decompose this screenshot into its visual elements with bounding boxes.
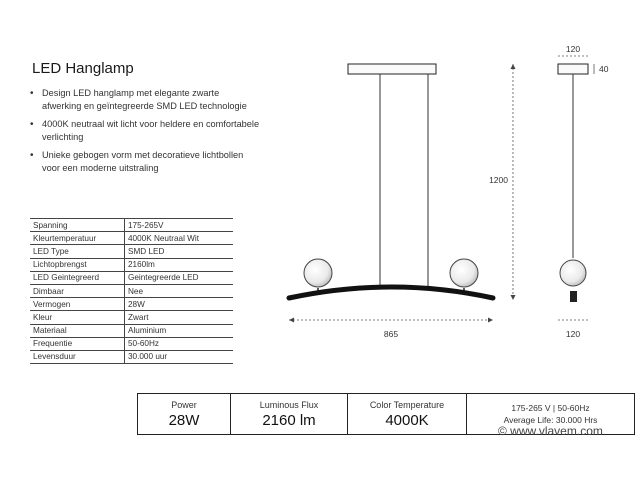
spec-value: Zwart: [125, 311, 234, 324]
feature-item: • Design LED hanglamp met elegante zwarte afwerking en geïntegreerde SMD LED technologie: [30, 87, 260, 113]
side-top-height-label: 40: [599, 64, 609, 74]
spec-key: Vermogen: [30, 298, 125, 311]
arrow-up-icon: [511, 64, 516, 69]
spec-key: Materiaal: [30, 324, 125, 337]
arrow-down-icon: [511, 295, 516, 300]
spec-value: Geintegreerde LED: [125, 271, 234, 284]
spec-key: Frequentie: [30, 337, 125, 350]
spec-key: Lichtopbrengst: [30, 258, 125, 271]
power-cell: [138, 394, 231, 434]
height-label: 1200: [489, 175, 508, 185]
voltage-text: 175-265 V | 50-60Hz: [511, 403, 590, 413]
spec-value: 175-265V: [125, 219, 234, 232]
spec-value: 50-60Hz: [125, 337, 234, 350]
arrow-left-icon: [289, 318, 294, 323]
color-temp-label: Color Temperature: [369, 399, 445, 410]
spec-key: Dimbaar: [30, 284, 125, 297]
spec-key: LED Geintegreerd: [30, 271, 125, 284]
side-bottom-width-label: 120: [565, 329, 581, 339]
spec-value: SMD LED: [125, 245, 234, 258]
arrow-right-icon: [488, 318, 493, 323]
spec-key: Kleurtemperatuur: [30, 232, 125, 245]
spec-value: 2160lm: [125, 258, 234, 271]
front-view: [289, 64, 516, 339]
spec-key: LED Type: [30, 245, 125, 258]
color-temp-cell: [348, 394, 467, 434]
side-top-width-label: 120: [565, 44, 581, 54]
power-label: Power: [171, 399, 197, 410]
light-globe: [560, 260, 586, 286]
feature-item: • 4000K neutraal wit licht voor heldere en comfortabele verlichting: [30, 118, 260, 144]
light-globe: [304, 259, 332, 287]
spec-key: Kleur: [30, 311, 125, 324]
spec-value: 30.000 uur: [125, 350, 234, 363]
feature-item: • Unieke gebogen vorm met decoratieve lichtbollen voor een moderne uitstraling: [30, 149, 260, 175]
spec-value: 4000K Neutraal Wit: [125, 232, 234, 245]
spec-value: 28W: [125, 298, 234, 311]
light-globe: [450, 259, 478, 287]
color-temp-value: 4000K: [385, 411, 429, 429]
flux-label: Luminous Flux: [259, 399, 319, 410]
watermark: © www.vlavem.com: [498, 424, 603, 438]
front-width-label: 865: [383, 329, 399, 339]
flux-value: 2160 lm: [262, 411, 316, 429]
power-value: 28W: [168, 411, 200, 429]
lifetime-text: Average Life: 30.000 Hrs: [503, 415, 598, 425]
curved-lamp-bar: [289, 287, 493, 298]
ceiling-canopy: [558, 64, 588, 74]
spec-key: Spanning: [30, 219, 125, 232]
side-view: [558, 44, 609, 339]
product-title: LED Hanglamp: [32, 60, 134, 77]
spec-value: Nee: [125, 284, 234, 297]
spec-key: Levensduur: [30, 350, 125, 363]
lamp-bar-section: [570, 291, 577, 302]
ceiling-canopy: [348, 64, 436, 74]
spec-value: Aluminium: [125, 324, 234, 337]
flux-cell: [231, 394, 348, 434]
